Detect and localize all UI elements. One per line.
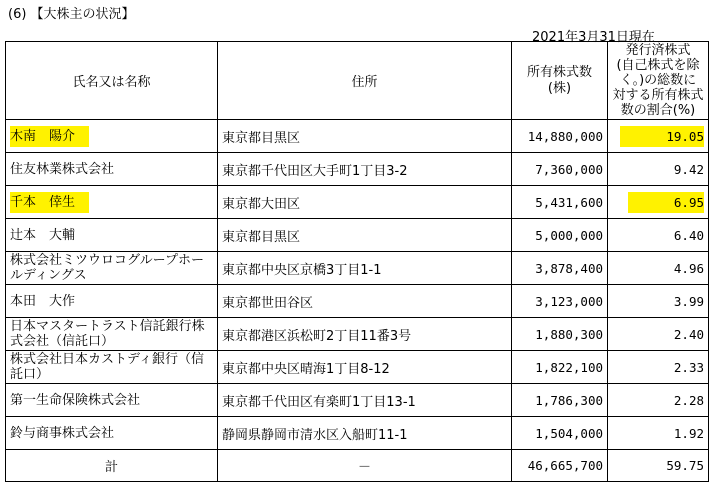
cell-name [6, 120, 218, 153]
cell-shares: 7,360,000 [512, 153, 608, 186]
cell-name: 株式会社日本カストディ銀行（信託口） [6, 351, 218, 384]
table-row [6, 153, 709, 186]
table-row [6, 186, 709, 219]
major-shareholders-table [5, 41, 709, 482]
cell-address: 静岡県静岡市清水区入船町11-1 [218, 417, 512, 450]
header-address: 住所 [218, 42, 512, 120]
cell-address: 東京都千代田区大手町1丁目3-2 [218, 153, 512, 186]
cell-ratio: 2.33 [608, 351, 709, 384]
cell-ratio: 6.40 [608, 219, 709, 252]
cell-name-highlight: 千本 倖生 [10, 192, 89, 213]
cell-shares: 1,504,000 [512, 417, 608, 450]
table-header-row [6, 42, 709, 120]
cell-name: 日本マスタートラスト信託銀行株式会社（信託口） [6, 318, 218, 351]
cell-address: 東京都世田谷区 [218, 285, 512, 318]
total-label: 計 [6, 450, 218, 482]
table-row [6, 318, 709, 351]
cell-name-highlight: 木南 陽介 [10, 126, 89, 147]
cell-name: 株式会社ミツウロコグループホールディングス [6, 252, 218, 285]
header-shares: 所有株式数 (株) [512, 42, 608, 120]
table-row [6, 219, 709, 252]
cell-shares: 1,822,100 [512, 351, 608, 384]
cell-ratio [608, 186, 709, 219]
as-of-date: 2021年3月31日現在 [532, 30, 655, 45]
cell-shares: 1,880,300 [512, 318, 608, 351]
cell-ratio-highlight: 6.95 [628, 192, 704, 213]
total-ratio: 59.75 [608, 450, 709, 482]
cell-shares: 1,786,300 [512, 384, 608, 417]
section-heading: (6) 【大株主の状況】 [8, 7, 135, 22]
table-row [6, 384, 709, 417]
cell-name: 本田 大作 [6, 285, 218, 318]
cell-ratio: 9.42 [608, 153, 709, 186]
cell-name: 辻本 大輔 [6, 219, 218, 252]
cell-ratio: 1.92 [608, 417, 709, 450]
cell-address: 東京都港区浜松町2丁目11番3号 [218, 318, 512, 351]
cell-shares: 14,880,000 [512, 120, 608, 153]
cell-address: 東京都大田区 [218, 186, 512, 219]
cell-ratio: 3.99 [608, 285, 709, 318]
header-name: 氏名又は名称 [6, 42, 218, 120]
cell-ratio: 4.96 [608, 252, 709, 285]
cell-ratio: 2.40 [608, 318, 709, 351]
total-row [6, 450, 709, 482]
cell-shares: 5,000,000 [512, 219, 608, 252]
table-body [6, 120, 709, 450]
cell-name: 第一生命保険株式会社 [6, 384, 218, 417]
cell-address: 東京都中央区晴海1丁目8-12 [218, 351, 512, 384]
cell-address: 東京都千代田区有楽町1丁目13-1 [218, 384, 512, 417]
cell-name: 住友林業株式会社 [6, 153, 218, 186]
cell-name: 鈴与商事株式会社 [6, 417, 218, 450]
header-ratio: 発行済株式 (自己株式を除 く。)の総数に 対する所有株式 数の割合(%) [608, 42, 709, 120]
table-row [6, 120, 709, 153]
cell-address: 東京都中央区京橋3丁目1-1 [218, 252, 512, 285]
cell-ratio [608, 120, 709, 153]
total-shares: 46,665,700 [512, 450, 608, 482]
table-row [6, 285, 709, 318]
cell-shares: 3,123,000 [512, 285, 608, 318]
cell-address: 東京都目黒区 [218, 120, 512, 153]
cell-address: 東京都目黒区 [218, 219, 512, 252]
table-row [6, 252, 709, 285]
total-address: － [218, 450, 512, 482]
cell-shares: 3,878,400 [512, 252, 608, 285]
cell-ratio-highlight: 19.05 [620, 126, 704, 147]
cell-name [6, 186, 218, 219]
table-row [6, 417, 709, 450]
table-row [6, 351, 709, 384]
cell-ratio: 2.28 [608, 384, 709, 417]
cell-shares: 5,431,600 [512, 186, 608, 219]
